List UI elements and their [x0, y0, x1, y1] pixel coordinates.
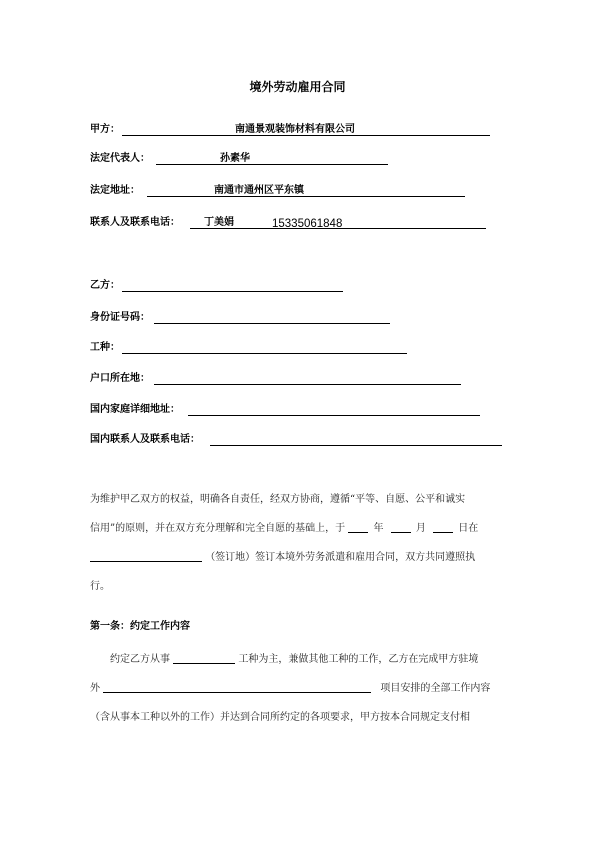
- preamble-line-3: [90, 543, 510, 572]
- day-label: 日在: [458, 523, 479, 534]
- party-b-underline: [122, 291, 343, 292]
- article-1-line-1: [90, 645, 510, 674]
- party-a-name: 南通景观装饰材料有限公司: [235, 124, 355, 135]
- article-1-line-1-text-b: 工种为主，兼做其他工种的工作，乙方在完成甲方驻境: [238, 654, 479, 665]
- party-b-label: 乙方：: [90, 280, 120, 291]
- party-b-row: [90, 276, 350, 294]
- domestic-contact-underline: [210, 445, 502, 446]
- contact-name: 丁美娟: [204, 217, 234, 228]
- party-a-row: [90, 120, 500, 138]
- hukou-underline: [154, 384, 461, 385]
- contact-label: 联系人及联系电话：: [90, 217, 180, 228]
- party-a-underline: [122, 135, 490, 136]
- legal-address-row: [90, 181, 470, 199]
- document-title: 境外劳动雇用合同: [249, 80, 346, 94]
- home-address-row: [90, 400, 490, 418]
- day-blank: [433, 520, 453, 533]
- party-a-label: 甲方：: [90, 124, 120, 135]
- hukou-row: [90, 369, 470, 387]
- trade-underline: [122, 353, 407, 354]
- trade-label: 工种：: [90, 342, 120, 353]
- preamble-line-2-text: 信用”的原则，并在双方充分理解和完全自愿的基础上，于: [90, 523, 346, 534]
- article-1-paragraph: [90, 645, 510, 732]
- preamble-paragraph: [90, 485, 510, 601]
- article-1-line-2-text-b: 项目安排的全部工作内容: [380, 683, 491, 694]
- year-blank: [348, 520, 368, 533]
- article-1-line-2: [90, 674, 510, 703]
- legal-rep-row: [90, 149, 400, 167]
- id-number-underline: [154, 323, 390, 324]
- trade-blank: [173, 651, 235, 664]
- legal-address-label: 法定地址：: [90, 185, 140, 196]
- year-label: 年: [373, 523, 384, 534]
- article-1-line-3: （含从事本工种以外的工作）并达到合同所约定的各项要求，甲方按本合同规定支付相: [90, 712, 470, 723]
- legal-rep-label: 法定代表人：: [90, 153, 150, 164]
- legal-rep-name: 孙素华: [220, 153, 250, 164]
- domestic-contact-label: 国内联系人及联系电话：: [90, 434, 200, 445]
- signing-place-blank: [90, 549, 202, 562]
- project-blank: [103, 680, 371, 693]
- legal-address-underline: [147, 196, 465, 197]
- preamble-line-2: [90, 514, 510, 543]
- legal-rep-underline: [156, 164, 388, 165]
- home-address-label: 国内家庭详细地址：: [90, 404, 180, 415]
- month-blank: [391, 520, 411, 533]
- preamble-line-4: 行。: [90, 581, 110, 592]
- article-1-heading: 第一条：约定工作内容: [90, 621, 190, 632]
- article-1-line-1-text-a: 约定乙方从事: [110, 654, 170, 665]
- legal-address-value: 南通市通州区平东镇: [214, 185, 304, 196]
- month-label: 月: [415, 523, 426, 534]
- id-number-row: [90, 308, 400, 326]
- preamble-line-1: 为维护甲乙双方的权益，明确各自责任，经双方协商，遵循“平等、自愿、公平和诚实: [90, 494, 466, 505]
- id-number-label: 身份证号码：: [90, 312, 150, 323]
- contact-row: [90, 213, 490, 231]
- home-address-underline: [188, 415, 480, 416]
- preamble-line-3-text: （签订地）签订本境外劳务派遣和雇用合同，双方共同遵照执: [205, 552, 476, 563]
- contact-phone: 15335061848: [272, 218, 343, 230]
- trade-row: [90, 338, 420, 356]
- domestic-contact-row: [90, 430, 510, 448]
- article-1-line-2-text-a: 外: [90, 683, 100, 694]
- hukou-label: 户口所在地：: [90, 373, 150, 384]
